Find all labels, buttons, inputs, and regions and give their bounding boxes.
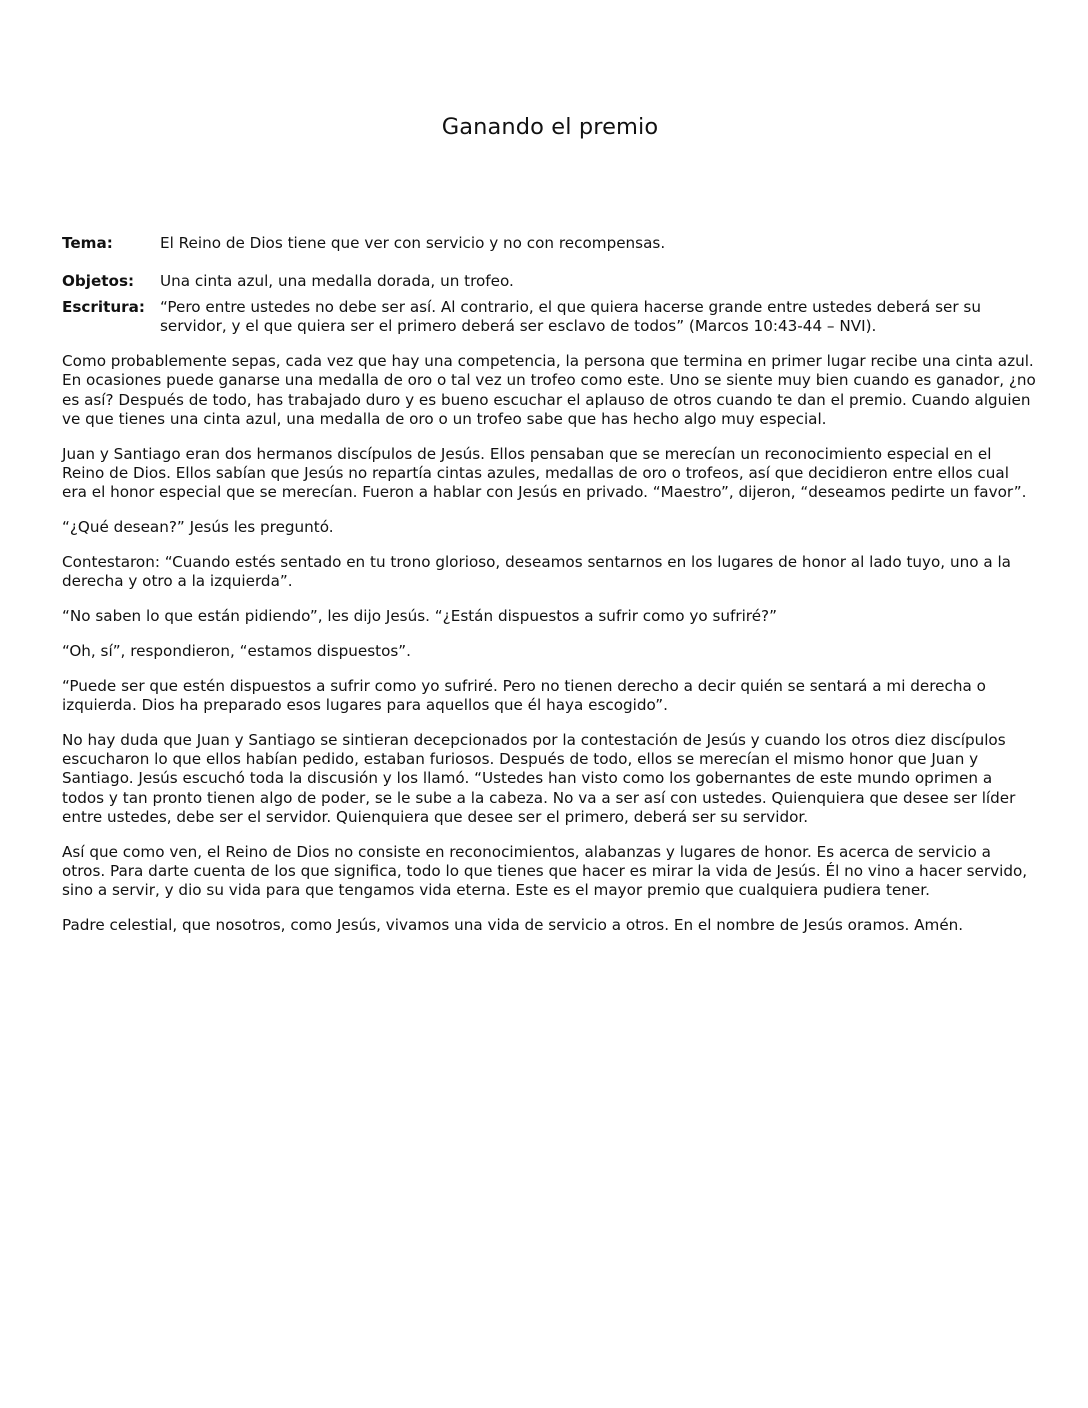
meta-row-objetos (62, 272, 1037, 291)
body-paragraph: Así que como ven, el Reino de Dios no consiste en reconocimientos, alabanzas y lugares de honor. Es acerca de servicio a otros. Para darte cuenta de los que significa, todo lo que tienes que hacer es mirar la vida de Jesús. Él no vino a hacer servido, sino a servir, y dio su vida para que tengamos vida eterna. Este es el mayor premio que cualquiera pudiera tener. (62, 842, 1028, 900)
meta-escritura (62, 298, 1037, 337)
body-paragraph: Juan y Santiago eran dos hermanos discípulos de Jesús. Ellos pensaban que se merecían un reconocimiento especial en el Reino de Dios. Ellos sabían que Jesús no repartía cintas azules, medallas de oro o trofeos, así que decidieron entre ellos cual era el honor especial que se merecían. Fueron a hablar con Jesús en privado. “Maestro”, dijeron, “deseamos pedirte un favor”. (62, 444, 1027, 502)
meta-tema (62, 234, 1037, 253)
body-paragraph: “Puede ser que estén dispuestos a sufrir como yo sufriré. Pero no tienen derecho a decir quién se sentará a mi derecha o izquierda. Dios ha preparado esos lugares para aquellos que él haya escogido”. (62, 676, 986, 714)
body-paragraph: Padre celestial, que nosotros, como Jesús, vivamos una vida de servicio a otros. En el nombre de Jesús oramos. Amén. (62, 916, 964, 935)
document-body (62, 352, 1037, 951)
body-paragraph: Contestaron: “Cuando estés sentado en tu trono glorioso, deseamos sentarnos en los lugares de honor al lado tuyo, uno a la derecha y otro a la izquierda”. (62, 552, 1011, 591)
meta-objetos (62, 272, 1037, 291)
tema-label: Tema: (62, 234, 113, 252)
tema-value: El Reino de Dios tiene que ver con servicio y no con recompensas. (160, 234, 666, 252)
escritura-value: “Pero entre ustedes no debe ser así. Al contrario, el que quiera hacerse grande entre ustedes deberá ser su servidor, y el que quiera ser el primero deberá ser esclavo de todos” (Marcos 10:43-44 – NVI). (160, 298, 981, 336)
meta-row-escritura (62, 298, 1037, 337)
objetos-value: Una cinta azul, una medalla dorada, un trofeo. (160, 272, 514, 290)
body-paragraph: “Oh, sí”, respondieron, “estamos dispuestos”. (62, 641, 411, 660)
objetos-label: Objetos: (62, 272, 135, 290)
body-paragraph: “No saben lo que están pidiendo”, les dijo Jesús. “¿Están dispuestos a sufrir como yo sufriré?” (62, 606, 777, 625)
body-paragraph: “¿Qué desean?” Jesús les preguntó. (62, 518, 334, 537)
body-paragraph: Como probablemente sepas, cada vez que hay una competencia, la persona que termina en primer lugar recibe una cinta azul. En ocasiones puede ganarse una medalla de oro o tal vez un trofeo como este. Uno se siente muy bien cuando es ganador, ¿no es así? Después de todo, has trabajado duro y es bueno escuchar el aplauso de otros cuando te dan el premio. Cuando alguien ve que tienes una cinta azul, una medalla de oro o un trofeo sabe que has hecho algo muy especial. (62, 352, 1036, 428)
page-title: Ganando el premio (441, 114, 659, 140)
meta-row-tema (62, 234, 1037, 253)
escritura-label: Escritura: (62, 298, 145, 316)
body-paragraph: No hay duda que Juan y Santiago se sintieran decepcionados por la contestación de Jesús y cuando los otros diez discípulos escucharon lo que ellos habían pedido, estaban furiosos. Después de todo, ellos se merecían el mismo honor que Juan y Santiago. Jesús escuchó toda la discusión y los llamó. “Ustedes han visto como los gobernantes de este mundo oprimen a todos y tan pronto tienen algo de poder, se le sube a la cabeza. No va a ser así con ustedes. Quienquiera que desee ser líder entre ustedes, debe ser el servidor. Quienquiera que desee ser el primero, deberá ser su servidor. (62, 730, 1016, 826)
